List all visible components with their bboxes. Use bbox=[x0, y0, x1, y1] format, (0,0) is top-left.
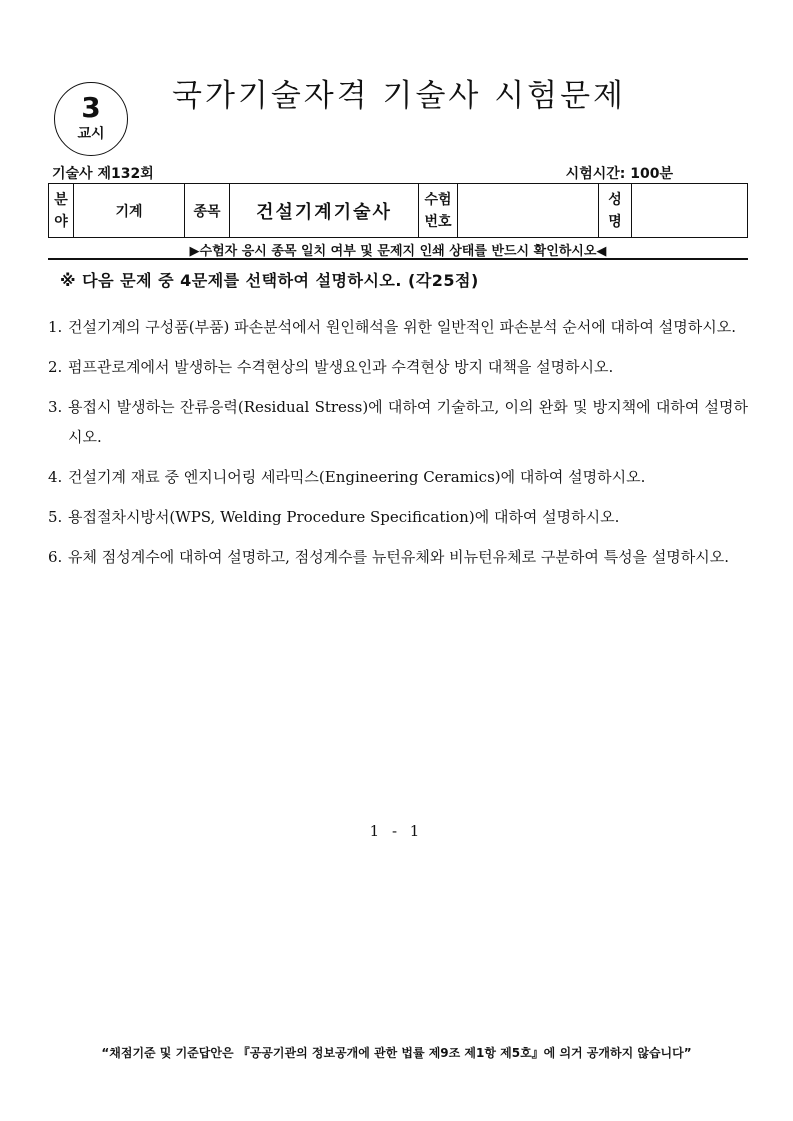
question-number: 4. bbox=[48, 468, 63, 486]
question-item bbox=[48, 392, 748, 452]
category-value: 건설기계기술사 bbox=[256, 201, 392, 223]
question-item bbox=[48, 542, 748, 572]
question-number: 1. bbox=[48, 318, 63, 336]
question-list bbox=[48, 312, 748, 582]
instruction-text: ※ 다음 문제 중 4문제를 선택하여 설명하시오. (각25점) bbox=[60, 271, 479, 290]
name-label-bottom: 명 bbox=[608, 213, 622, 230]
question-text: 용접시 발생하는 잔류응력(Residual Stress)에 대하여 기술하고, 이의 완화 및 방지책에 대하여 설명하시오. bbox=[68, 398, 748, 446]
question-number: 6. bbox=[48, 548, 63, 566]
question-text: 건설기계의 구성품(부품) 파손분석에서 원인해석을 위한 일반적인 파손분석 순서에 대하여 설명하시오. bbox=[68, 318, 736, 336]
page-title: 국가기술자격 기술사 시험문제 bbox=[172, 78, 627, 114]
field-value-cell bbox=[74, 184, 185, 238]
field-value: 기계 bbox=[115, 203, 143, 220]
check-notice: ▶수험자 응시 종목 일치 여부 및 문제지 인쇄 상태를 반드시 확인하시오◀ bbox=[189, 244, 607, 259]
question-number: 3. bbox=[48, 398, 63, 416]
question-number: 5. bbox=[48, 508, 63, 526]
exam-info-table bbox=[48, 183, 748, 238]
divider bbox=[48, 258, 748, 260]
name-label-cell bbox=[599, 184, 632, 238]
question-text: 펌프관로계에서 발생하는 수격현상의 발생요인과 수격현상 방지 대책을 설명하시오. bbox=[68, 358, 614, 376]
category-label: 종목 bbox=[193, 203, 221, 220]
name-label-top: 성 bbox=[608, 191, 622, 208]
session-badge bbox=[54, 82, 128, 156]
session-label: 교시 bbox=[77, 126, 105, 142]
exam-duration: 시험시간: 100분 bbox=[565, 166, 673, 182]
question-item bbox=[48, 312, 748, 342]
name-field[interactable] bbox=[632, 184, 748, 238]
field-label-cell bbox=[49, 184, 74, 238]
session-number: 3 bbox=[81, 91, 101, 124]
exam-no-label-top: 수험 bbox=[424, 191, 452, 208]
question-number: 2. bbox=[48, 358, 63, 376]
category-label-cell bbox=[185, 184, 230, 238]
question-item bbox=[48, 462, 748, 492]
page-number: 1 - 1 bbox=[369, 822, 424, 840]
exam-no-label-bottom: 번호 bbox=[424, 213, 452, 230]
field-label-bottom: 야 bbox=[54, 213, 68, 230]
field-label-top: 분 bbox=[54, 191, 68, 208]
question-item bbox=[48, 502, 748, 532]
question-item bbox=[48, 352, 748, 382]
question-text: 용접절차시방서(WPS, Welding Procedure Specification)에 대하여 설명하시오. bbox=[68, 508, 620, 526]
question-text: 건설기계 재료 중 엔지니어링 세라믹스(Engineering Ceramics)에 대하여 설명하시오. bbox=[68, 468, 646, 486]
exam-no-label-cell bbox=[419, 184, 458, 238]
footer-disclaimer: “채점기준 및 기준답안은 『공공기관의 정보공개에 관한 법률 제9조 제1항 제5호』에 의거 공개하지 않습니다” bbox=[101, 1046, 692, 1060]
category-value-cell bbox=[230, 184, 419, 238]
question-text: 유체 점성계수에 대하여 설명하고, 점성계수를 뉴턴유체와 비뉴턴유체로 구분하여 특성을 설명하시오. bbox=[68, 548, 730, 566]
exam-no-field[interactable] bbox=[458, 184, 599, 238]
exam-round: 기술사 제132회 bbox=[52, 166, 154, 182]
exam-meta-row bbox=[48, 163, 748, 183]
